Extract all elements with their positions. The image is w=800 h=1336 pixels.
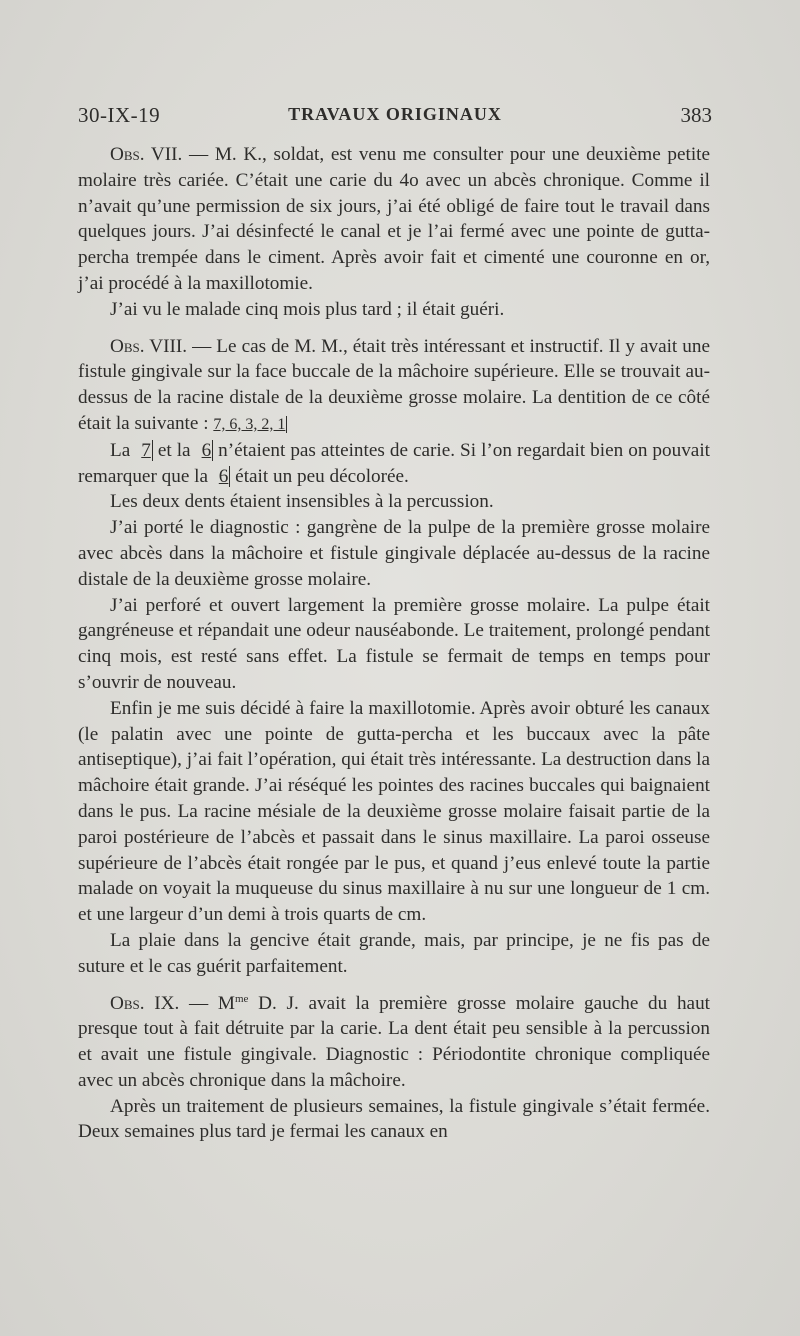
paragraph-obs-vii xyxy=(78,142,710,297)
page-number: 383 xyxy=(680,103,712,127)
paragraph-text: — M xyxy=(179,992,235,1014)
paragraph-text: J’ai porté le diagnostic : gangrène de la pulpe de la première grosse molaire avec abcès dans la mâchoire et fistule gingivale déplacée au-dessus de la racine distale de la deuxième grosse molaire. xyxy=(78,517,710,590)
tooth-notation: 7 xyxy=(135,440,153,461)
observation-label: Obs. VII. xyxy=(110,144,183,165)
paragraph-text: était un peu décolorée. xyxy=(230,465,409,487)
paragraph-obs-viii xyxy=(78,334,710,438)
paragraph-text: La plaie dans la gencive était grande, mais, par principe, je ne fis pas de suture et le cas guérit parfaitement. xyxy=(78,929,710,977)
paragraph-text: Enfin je me suis décidé à faire la maxillotomie. Après avoir obturé les canaux (le palatin avec une pointe de gutta-percha et les buccaux avec la pâte antiseptique), j’ai fait l’opération, qui était très intéressante. La destruction dans la mâchoire était grande. J’ai réséqué les pointes des racines buccales qui baignaient dans le pus. La racine mésiale de la deuxième grosse molaire faisait partie de la paroi postérieure de l’abcès et passait dans le sinus maxillaire. La paroi osseuse supérieure de l’abcès était rongée par le pus, et quand j’eus enlevé toute la partie malade on voyait la muqueuse du sinus maxillaire à nu sur une longueur de 1 cm. et une largeur d’un demi à trois quarts de cm. xyxy=(78,697,710,926)
header-title: TRAVAUX ORIGINAUX xyxy=(288,104,502,124)
paragraph-obs-ix xyxy=(78,991,710,1094)
paragraph-text: D. J. avait la première grosse molaire gauche du haut presque tout à fait détruite par la carie. La dent était peu sensible à la percussion et avait une fistule gingivale. Diagnostic : Périodontite chronique compliquée avec un abcès chronique dans la mâchoire. xyxy=(78,992,710,1091)
tooth-notation: 6 xyxy=(196,440,214,461)
paragraph-text: Les deux dents étaient insensibles à la percussion. xyxy=(110,491,494,513)
paragraph-text: — M. K., soldat, est venu me consulter pour une deuxième petite molaire très cariée. C’était une carie du 4o avec un abcès chronique. Comme il n’avait qu’une permission de six jours, j’ai été obligé de faire tout le travail dans quelques jours. J’ai désinfecté le canal et je l’ai fermé avec une pointe de gutta-percha trempée dans le ciment. Après avoir fait et cimenté une couronne en or, j’ai procédé à la maxillotomie. xyxy=(78,144,711,294)
paragraph xyxy=(78,297,710,323)
paragraph xyxy=(78,489,710,515)
header-date: 30-IX-19 xyxy=(78,103,161,127)
paragraph-text: n’étaient pas atteintes de carie. Si l’on regardait bien on pouvait remarquer que la xyxy=(78,439,710,487)
superscript: me xyxy=(235,992,249,1005)
running-header xyxy=(78,103,712,133)
paragraph-text: J’ai perforé et ouvert largement la première grosse molaire. La pulpe était gangréneuse et répandait une odeur nauséabonde. Le traitement, prolongé pendant cinq mois, est resté sans effet. La fistule se fermait de temps en temps pour s’ouvrir de nouveau. xyxy=(78,594,710,693)
paragraph-text: et la xyxy=(152,439,196,461)
dental-formula: 7, 6, 3, 2, 1 xyxy=(213,415,286,433)
paragraph xyxy=(78,928,710,980)
paragraph xyxy=(78,438,710,490)
paragraph xyxy=(78,515,710,592)
paragraph xyxy=(78,1094,710,1146)
paragraph-text: — Le cas de M. M., était très intéressant et instructif. Il y avait une fistule gingivale sur la face buccale de la mâchoire supérieure. Elle se trouvait au-dessus de la racine distale de la deuxième grosse molaire. La dentition de ce côté était la suivante : xyxy=(78,335,710,434)
paragraph xyxy=(78,696,710,928)
paragraph-text: J’ai vu le malade cinq mois plus tard ; il était guéri. xyxy=(110,298,505,320)
observation-label: Obs. IX. xyxy=(110,992,180,1014)
article-body xyxy=(78,142,710,1145)
paragraph-text: La xyxy=(110,439,136,461)
paragraph xyxy=(78,593,710,696)
tooth-notation: 6 xyxy=(213,466,231,487)
observation-label: Obs. VIII. xyxy=(110,335,188,357)
paragraph-text: Après un traitement de plusieurs semaines, la fistule gingivale s’était fermée. Deux semaines plus tard je fermai les canaux en xyxy=(78,1095,710,1143)
